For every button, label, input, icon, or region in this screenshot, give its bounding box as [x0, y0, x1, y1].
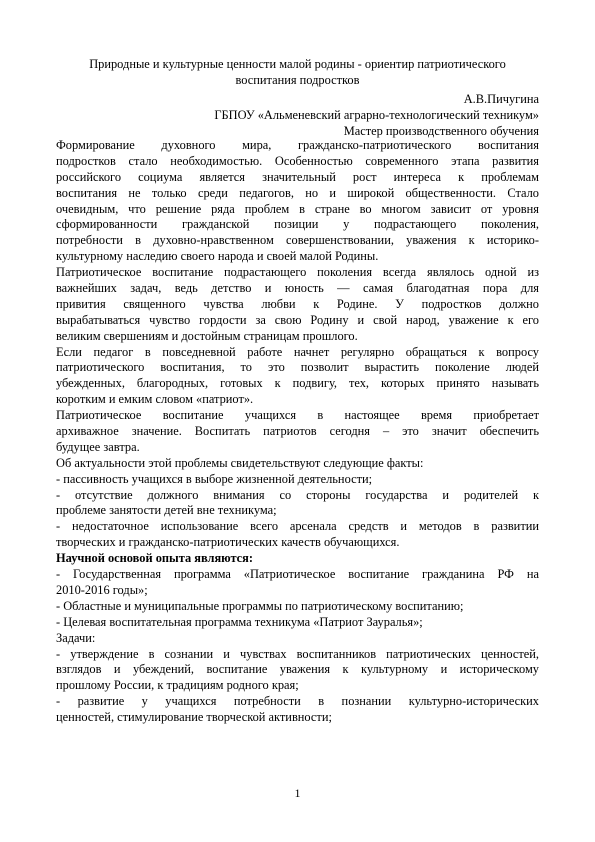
body-text-line: подростков стало необходимостью. Особенностью современного этапа развития	[56, 153, 539, 168]
page-number: 1	[294, 786, 301, 800]
body-text-line: - Областные и муниципальные программы по патриотическому воспитанию;	[56, 598, 464, 613]
body-text-line: вырабатываться чувство гордости за свою Родину и свой народ, уважение к его	[56, 312, 539, 327]
body-text-line: - недостаточное использование всего арсенала средств и методов в развитии	[56, 519, 539, 534]
body-text-line: - утверждение в сознании и чувствах воспитанников патриотических ценностей,	[56, 646, 539, 661]
body-text-line: потребности в духовно-нравственном совершенствовании, уважения к историко-	[56, 233, 539, 248]
body-text-line: великим свершениям и достойным страницам прошлого.	[56, 328, 358, 343]
body-text-line: - Государственная программа «Патриотическое воспитание гражданина РФ на	[56, 567, 539, 582]
body-text-line: архиважное значение. Воспитать патриотов сегодня – это значит обеспечить	[56, 424, 539, 439]
body-text-line: воспитания не только среди педагогов, но и широкой общественности. Стало	[56, 185, 539, 200]
body-text-line: важнейших задач, ведь детство и юность — самая благодатная пора для	[56, 281, 539, 296]
body-text-line: Об актуальности этой проблемы свидетельствуют следующие факты:	[56, 455, 424, 470]
body-text-line: - пассивность учащихся в выборе жизненной деятельности;	[56, 471, 373, 486]
body-text-line: Патриотическое воспитание учащихся в настоящее время приобретает	[56, 408, 539, 423]
body-text-line: Задачи:	[56, 630, 96, 645]
author-role: Мастер производственного обучения	[343, 124, 539, 138]
body-text-line: - отсутствие должного внимания со стороны государства и родителей к	[56, 487, 539, 502]
body-text-line: ценностей, стимулирование творческой активности;	[56, 710, 332, 725]
body-text-line: творческих и гражданско-патриотических качеств обучающихся.	[56, 535, 400, 550]
body-text-line: патриотического воспитания, то это позволит вырастить поколение людей	[56, 360, 539, 375]
body-text-line: взглядов и убеждений, воспитание уважения к культурному и историческому	[56, 662, 539, 677]
body-text-line: сформированности гражданской позиции у подрастающего поколения,	[56, 217, 539, 232]
body-text-line: культурному наследию своего народа и своей малой Родины.	[56, 249, 379, 264]
body-text-line: коротким и емким словом «патриот».	[56, 392, 254, 407]
body-text-line: российского социума является значительный рост интереса к проблемам	[56, 169, 539, 184]
body-text-line: Научной основой опыта являются:	[56, 551, 254, 566]
body-text-line: - Целевая воспитательная программа техникума «Патриот Зауралья»;	[56, 614, 423, 629]
body-text-line: будущее завтра.	[56, 439, 140, 454]
document-title	[56, 56, 539, 88]
body-text-line: прошлому России, к традициям родного края;	[56, 678, 299, 693]
author-name: А.В.Пичугина	[463, 92, 539, 106]
body-text-line: очевидным, что решение ряда проблем в стране во многом зависит от уровня	[56, 201, 539, 216]
body-text-line: убежденных, благородных, готовых к подвигу, тех, которых принято называть	[56, 376, 539, 391]
document-body	[56, 138, 539, 726]
body-text-line: Если педагог в повседневной работе начнет регулярно обращаться к вопросу	[56, 344, 539, 359]
body-text-line: - развитие у учащихся потребности в познании культурно-исторических	[56, 694, 539, 709]
body-text-line: проблеме занятости детей вне техникума;	[56, 503, 277, 518]
body-text-line: 2010-2016 годы»;	[56, 582, 148, 597]
body-text-line: привития священного чувства любви к Родине. У подростков должно	[56, 296, 539, 311]
body-text-line: Формирование духовного мира, гражданско-патриотического воспитания	[56, 138, 539, 152]
author-organization: ГБПОУ «Альменевский аграрно-технологический техникум»	[214, 108, 539, 122]
title-line-2: воспитания подростков	[235, 73, 360, 87]
title-line-1: Природные и культурные ценности малой родины - ориентир патриотического	[89, 57, 506, 71]
body-text-line: Патриотическое воспитание подрастающего поколения всегда являлось одной из	[56, 265, 539, 280]
